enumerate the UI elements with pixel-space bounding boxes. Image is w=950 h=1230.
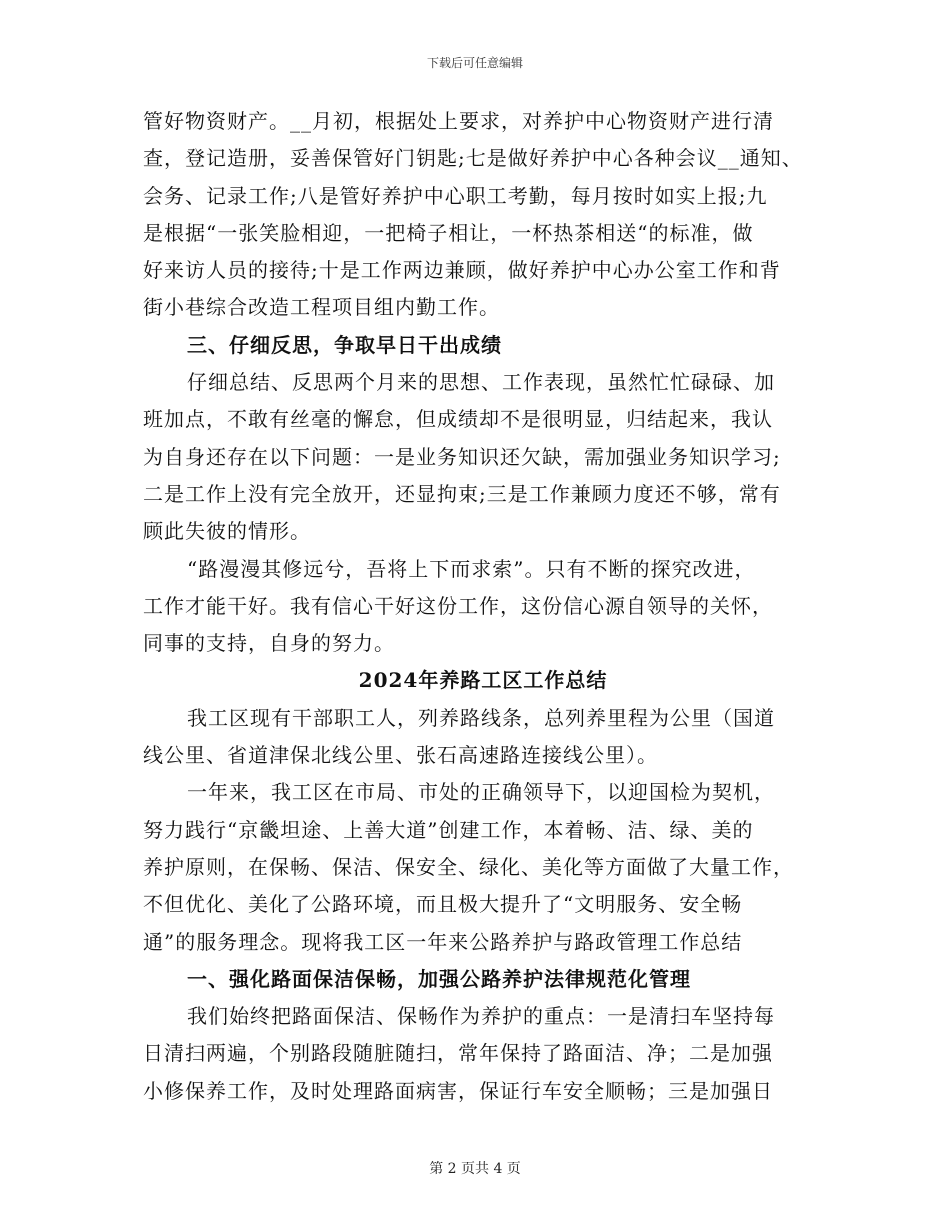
text-line: 二是工作上没有完全放开，还显拘束;三是工作兼顾力度还不够，常有: [143, 481, 781, 506]
document-title: 2024年养路工区工作总结: [358, 668, 608, 693]
text-line: 为自身还存在以下问题：一是业务知识还欠缺，需加强业务知识学习;: [143, 444, 781, 469]
text-line: 街小巷综合改造工程项目组内勤工作。: [143, 295, 500, 320]
text-line: 管好物资财产。__月初，根据处上要求，对养护中心物资财产进行清: [143, 109, 774, 133]
text-line: 我们始终把路面保洁、保畅作为养护的重点：一是清扫车坚持每: [187, 1004, 775, 1029]
text-line: 努力践行“京畿坦途、上善大道”创建工作，本着畅、洁、绿、美的: [143, 817, 754, 842]
section-heading: 三、仔细反思，争取早日干出成绩: [187, 332, 502, 357]
page-header: 下载后可任意编辑: [426, 56, 523, 70]
text-line: 顾此失彼的情形。: [143, 519, 311, 544]
text-line: 小修保养工作，及时处理路面病害，保证行车安全顺畅；三是加强日: [143, 1078, 773, 1103]
text-line: 一年来，我工区在市局、市处的正确领导下，以迎国检为契机，: [187, 780, 775, 805]
text-line: 我工区现有干部职工人，列养路线条，总列养里程为公里（国道: [187, 705, 775, 730]
text-line: 是根据“一张笑脸相迎，一把椅子相让，一杯热茶相送“的标准，做: [143, 220, 754, 245]
text-line: 查，登记造册，妥善保管好门钥匙;七是做好养护中心各种会议__通知、: [143, 146, 803, 171]
text-line: 通”的服务理念。现将我工区一年来公路养护与路政管理工作总结: [143, 929, 743, 954]
page-footer: 第 2 页共 4 页: [429, 1161, 521, 1177]
text-line: 同事的支持，自身的努力。: [143, 631, 395, 656]
text-line: “路漫漫其修远兮，吾将上下而求索”。只有不断的探究改进，: [187, 556, 756, 581]
document-body: [143, 103, 823, 1110]
text-line: 会务、记录工作;八是管好养护中心职工考勤，每月按时如实上报;九: [143, 183, 768, 208]
section-heading: 一、强化路面保洁保畅，加强公路养护法律规范化管理: [187, 966, 691, 991]
text-line: 日清扫两遍，个别路段随脏随扫，常年保持了路面洁、净；二是加强: [143, 1041, 773, 1066]
text-line: 线公里、省道津保北线公里、张石高速路连接线公里）。: [143, 743, 658, 768]
text-line: 不但优化、美化了公路环境，而且极大提升了“文明服务、安全畅: [143, 892, 743, 917]
text-line: 班加点，不敢有丝毫的懈怠，但成绩却不是很明显，归结起来，我认: [143, 407, 773, 432]
text-line: 养护原则，在保畅、保洁、保安全、绿化、美化等方面做了大量工作，: [143, 854, 794, 879]
text-line: 工作才能干好。我有信心干好这份工作，这份信心源自领导的关怀，: [143, 593, 773, 618]
text-line: 仔细总结、反思两个月来的思想、工作表现，虽然忙忙碌碌、加: [187, 370, 775, 395]
text-line: 好来访人员的接待;十是工作两边兼顾，做好养护中心办公室工作和背: [143, 258, 781, 283]
